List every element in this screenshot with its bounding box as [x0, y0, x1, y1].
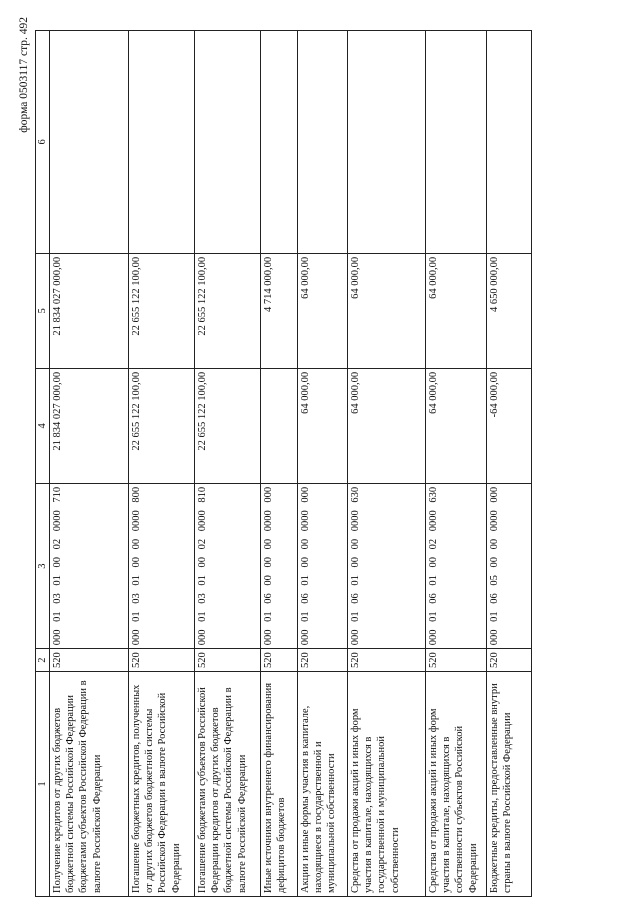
budget-sources-table — [35, 30, 532, 897]
row-executed-cell: 4 650 000,00 — [487, 253, 532, 368]
row-budget-code-cell: 000 01 06 01 00 00 0000 630 — [348, 483, 426, 648]
row-approved-cell: 64 000,00 — [426, 368, 487, 483]
header-row — [36, 30, 50, 896]
row-unexecuted-cell — [487, 30, 532, 253]
row-approved-cell: 21 834 027 000,00 — [50, 368, 129, 483]
row-approved-cell: 64 000,00 — [348, 368, 426, 483]
form-reference: форма 0503117 стр. 492 — [18, 17, 30, 133]
row-approved-cell: -64 000,00 — [487, 368, 532, 483]
table-row — [298, 30, 348, 896]
column-header-6: 6 — [36, 30, 50, 253]
row-name-cell: Акции и иные формы участия в капитале, находящиеся в государственной и муниципальной собственности — [298, 672, 348, 897]
row-name-cell: Получение кредитов от других бюджетов бюджетной системы Российской Федерации бюджетами субъектов Российской Федерации в валюте Российской Федерации — [50, 672, 129, 897]
column-header-2: 2 — [36, 649, 50, 672]
row-executed-cell: 21 834 027 000,00 — [50, 253, 129, 368]
row-unexecuted-cell — [50, 30, 129, 253]
row-line-code-cell: 520 — [426, 649, 487, 672]
column-header-5: 5 — [36, 253, 50, 368]
row-line-code-cell: 520 — [348, 649, 426, 672]
row-unexecuted-cell — [195, 30, 261, 253]
row-unexecuted-cell — [261, 30, 298, 253]
row-name-cell: Погашение бюджетами субъектов Российской Федерации кредитов от других бюджетов бюджетной системы Российской Федерации в валюте Российской Федерации — [195, 672, 261, 897]
row-budget-code-cell: 000 01 03 01 00 02 0000 710 — [50, 483, 129, 648]
row-line-code-cell: 520 — [195, 649, 261, 672]
column-header-1: 1 — [36, 672, 50, 897]
row-name-cell: Средства от продажи акций и иных форм участия в капитале, находящихся в государственной и муниципальной собственности — [348, 672, 426, 897]
row-executed-cell: 4 714 000,00 — [261, 253, 298, 368]
row-approved-cell: 64 000,00 — [298, 368, 348, 483]
row-line-code-cell: 520 — [50, 649, 129, 672]
table-row — [261, 30, 298, 896]
row-budget-code-cell: 000 01 06 01 00 00 0000 000 — [298, 483, 348, 648]
column-header-4: 4 — [36, 368, 50, 483]
table-row — [195, 30, 261, 896]
table-row — [426, 30, 487, 896]
row-executed-cell: 22 655 122 100,00 — [129, 253, 195, 368]
row-budget-code-cell: 000 01 03 01 00 00 0000 800 — [129, 483, 195, 648]
row-executed-cell: 64 000,00 — [348, 253, 426, 368]
row-budget-code-cell: 000 01 06 05 00 00 0000 000 — [487, 483, 532, 648]
row-approved-cell: 22 655 122 100,00 — [195, 368, 261, 483]
row-name-cell: Иные источники внутреннего финансирования дефицитов бюджетов — [261, 672, 298, 897]
row-name-cell: Средства от продажи акций и иных форм участия в капитале, находящихся в собственности субъектов Российской Федерации — [426, 672, 487, 897]
row-name-cell: Бюджетные кредиты, предоставленные внутри страны в валюте Российской Федерации — [487, 672, 532, 897]
table-row — [129, 30, 195, 896]
table-row — [487, 30, 532, 896]
row-unexecuted-cell — [298, 30, 348, 253]
row-executed-cell: 64 000,00 — [426, 253, 487, 368]
row-name-cell: Погашение бюджетных кредитов, полученных от других бюджетов бюджетной системы Российской Федерации в валюте Российской Федерации — [129, 672, 195, 897]
row-unexecuted-cell — [426, 30, 487, 253]
row-line-code-cell: 520 — [129, 649, 195, 672]
row-executed-cell: 64 000,00 — [298, 253, 348, 368]
row-executed-cell: 22 655 122 100,00 — [195, 253, 261, 368]
row-line-code-cell: 520 — [298, 649, 348, 672]
row-approved-cell — [261, 368, 298, 483]
row-budget-code-cell: 000 01 06 00 00 00 0000 000 — [261, 483, 298, 648]
row-unexecuted-cell — [348, 30, 426, 253]
row-line-code-cell: 520 — [487, 649, 532, 672]
table-row — [348, 30, 426, 896]
row-unexecuted-cell — [129, 30, 195, 253]
table-row — [50, 30, 129, 896]
row-budget-code-cell: 000 01 06 01 00 02 0000 630 — [426, 483, 487, 648]
row-line-code-cell: 520 — [261, 649, 298, 672]
row-budget-code-cell: 000 01 03 01 00 02 0000 810 — [195, 483, 261, 648]
column-header-3: 3 — [36, 483, 50, 648]
row-approved-cell: 22 655 122 100,00 — [129, 368, 195, 483]
